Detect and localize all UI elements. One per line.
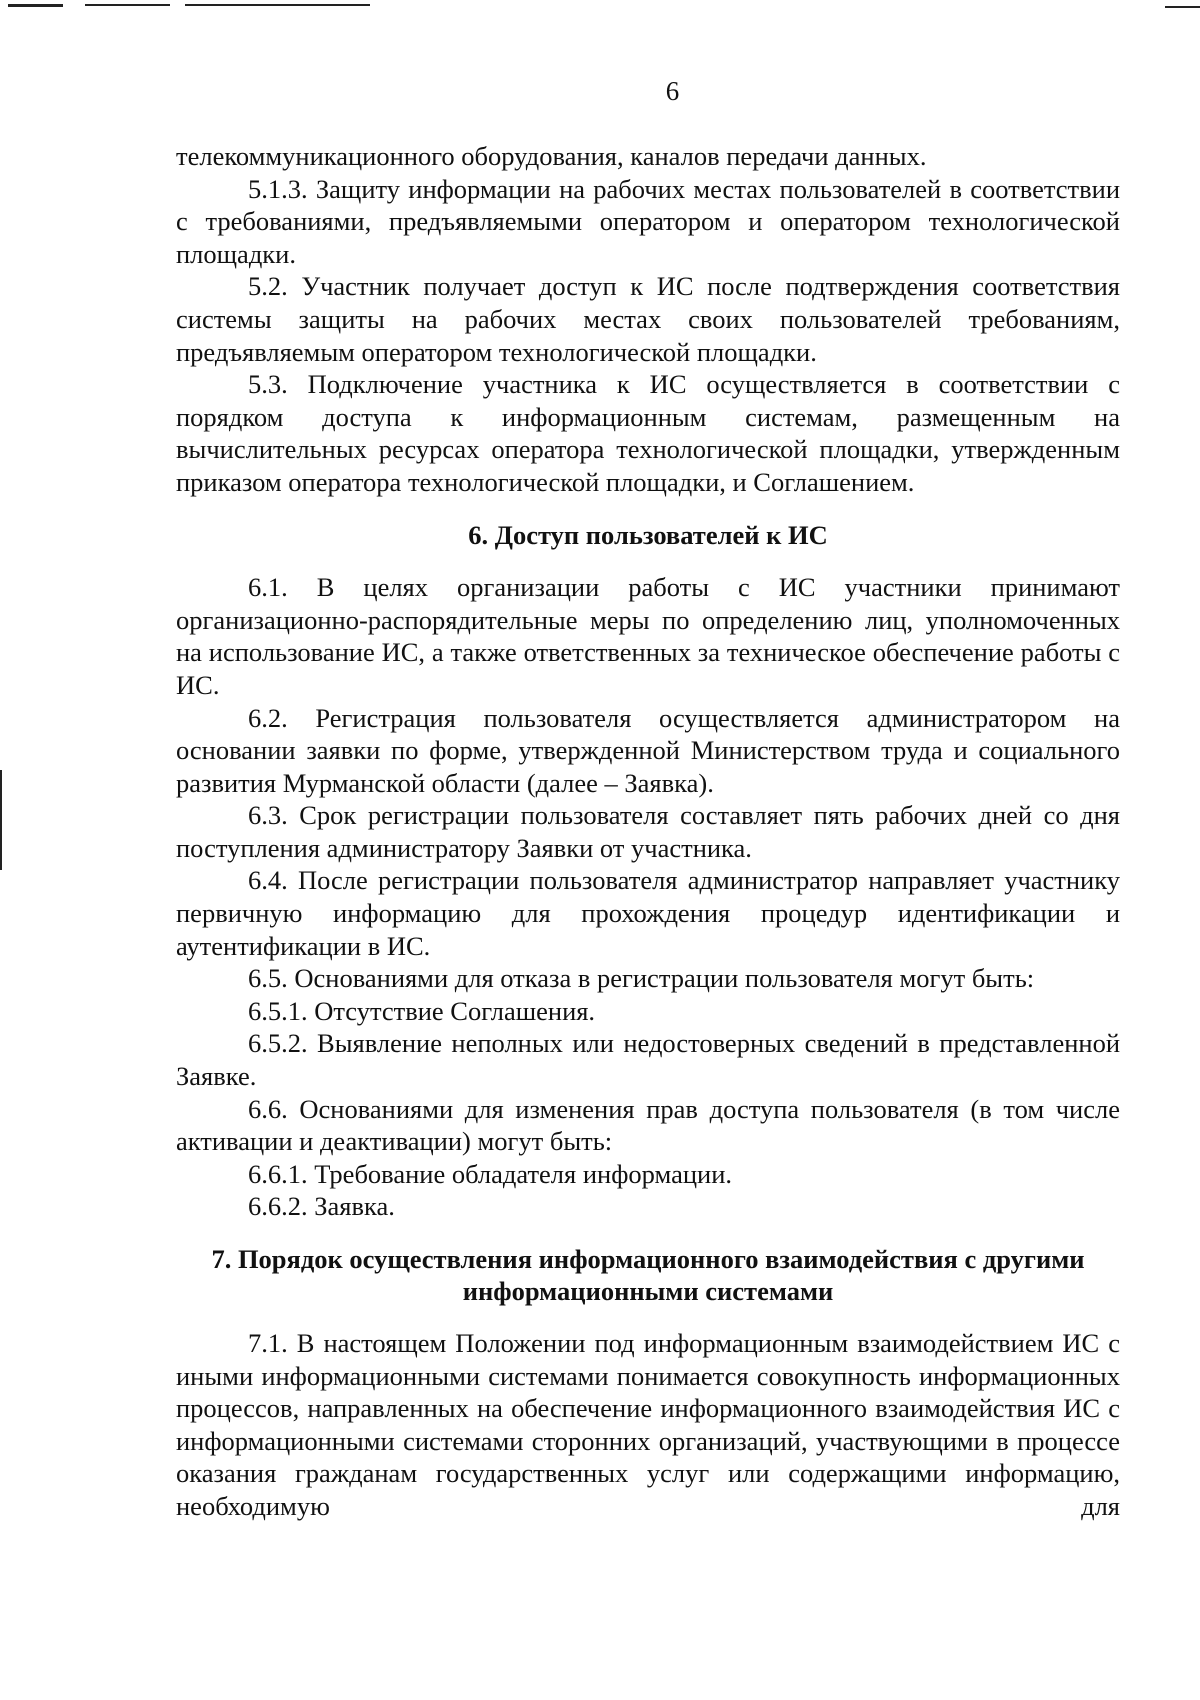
paragraph-7-1: 7.1. В настоящем Положении под информационным взаимодействием ИС с иными информационными системами понимается совокупность информационных процессов, направленных на обеспечение информационного взаимодействия ИС с информационными системами сторонних организаций, участвующими в процессе оказания гражданам государственных услуг или содержащими информацию, необходимую для (176, 1328, 1120, 1521)
paragraph-5-3: 5.3. Подключение участника к ИС осуществляется в соответствии с порядком доступа к информационным системам, размещенным на вычислительных ресурсах оператора технологической площадки, утвержденным приказом оператора технологической площадки, и Соглашением. (176, 369, 1120, 497)
document-body (176, 140, 1120, 1523)
section-heading-7: 7. Порядок осуществления информационного взаимодействия с другими информационными системами (211, 1244, 1085, 1306)
paragraph-5-1-3: 5.1.3. Защиту информации на рабочих местах пользователей в соответствии с требованиями, предъявляемыми оператором и оператором технологической площадки. (176, 173, 1120, 269)
paragraph-6-5-1: 6.5.1. Отсутствие Соглашения. (248, 995, 596, 1026)
scan-artifact (1165, 6, 1200, 8)
scan-artifact (0, 770, 2, 870)
scan-artifact (8, 4, 63, 7)
paragraph-6-4: 6.4. После регистрации пользователя администратор направляет участнику первичную информацию для прохождения процедур идентификации и аутентификации в ИС. (176, 865, 1120, 961)
paragraph-6-6-1: 6.6.1. Требование обладателя информации. (248, 1158, 733, 1189)
paragraph-6-1: 6.1. В целях организации работы с ИС участники принимают организационно-распорядительные меры по определению лиц, уполномоченных на использование ИС, а также ответственных за техническое обеспечение работы с ИС. (176, 572, 1120, 700)
page-number: 6 (665, 76, 680, 106)
paragraph-5-2: 5.2. Участник получает доступ к ИС после подтверждения соответствия системы защиты на рабочих местах своих пользователей требованиям, предъявляемым оператором технологической площадки. (176, 271, 1120, 367)
paragraph-6-6-2: 6.6.2. Заявка. (248, 1191, 395, 1222)
paragraph-6-2: 6.2. Регистрация пользователя осуществляется администратором на основании заявки по форме, утвержденной Министерством труда и социального развития Мурманской области (далее – Заявка). (176, 702, 1120, 798)
paragraph-6-3: 6.3. Срок регистрации пользователя составляет пять рабочих дней со дня поступления администратору Заявки от участника. (176, 800, 1120, 863)
paragraph-6-5-2: 6.5.2. Выявление неполных или недостоверных сведений в представленной Заявке. (176, 1028, 1120, 1092)
scan-artifact (185, 4, 370, 6)
paragraph-6-5: 6.5. Основаниями для отказа в регистрации пользователя могут быть: (248, 963, 1035, 994)
paragraph-6-6: 6.6. Основаниями для изменения прав доступа пользователя (в том числе активации и деактивации) могут быть: (176, 1093, 1120, 1157)
section-heading-6: 6. Доступ пользователей к ИС (468, 519, 828, 550)
paragraph-continuation: телекоммуникационного оборудования, каналов передачи данных. (176, 141, 927, 171)
scan-artifact (85, 4, 170, 6)
